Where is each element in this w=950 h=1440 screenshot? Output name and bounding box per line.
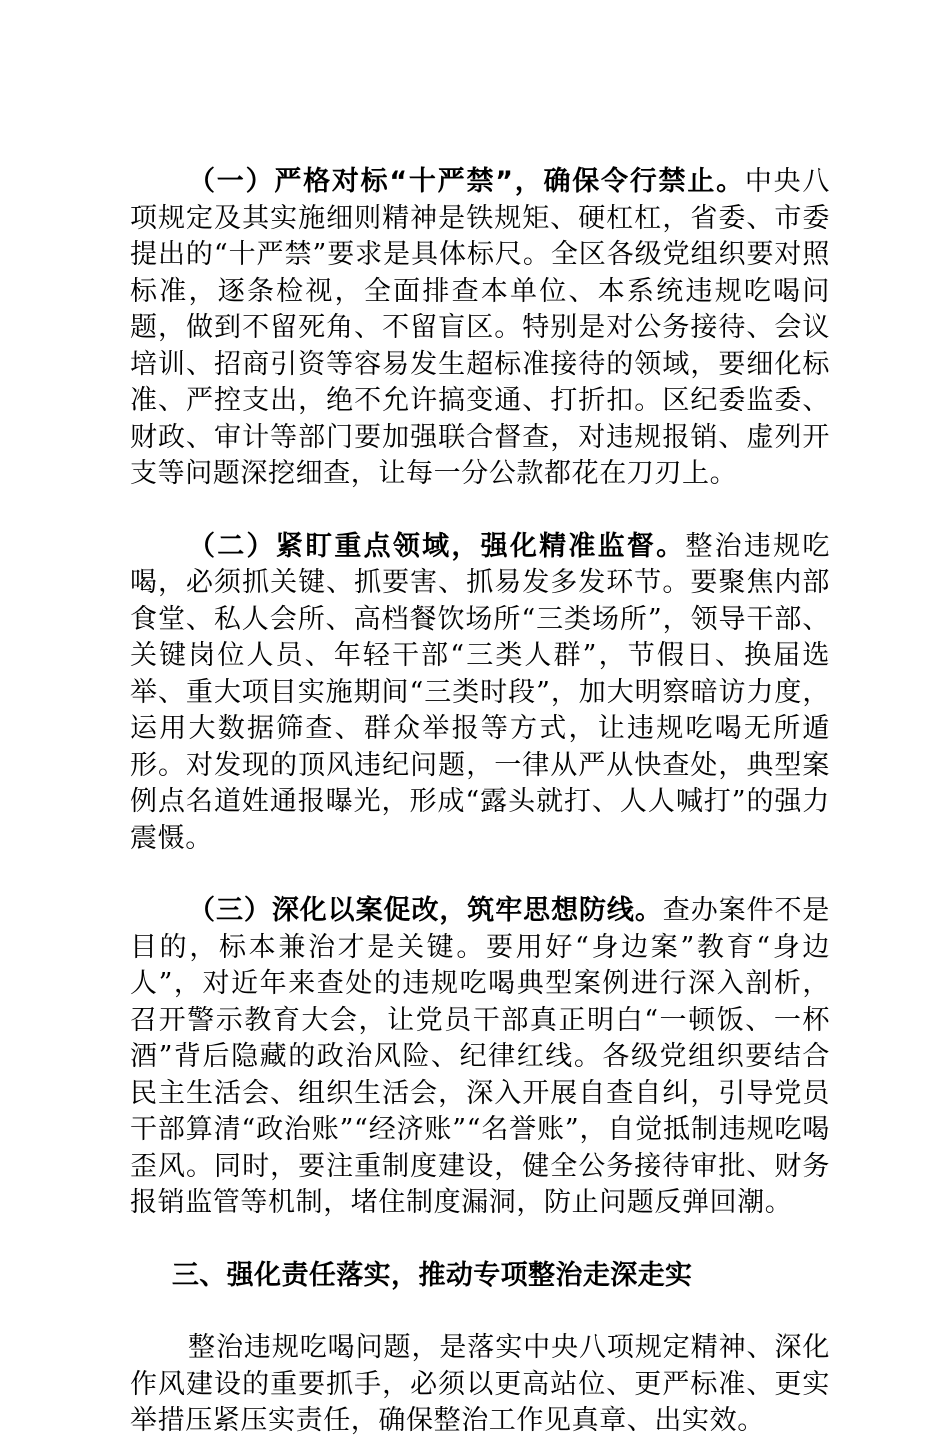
- paragraph-spacer: [130, 1294, 830, 1330]
- paragraph-spacer: [130, 1222, 830, 1258]
- section-heading: 三、强化责任落实，推动专项整治走深走实: [171, 1259, 693, 1291]
- section-paragraph-2: [130, 529, 830, 858]
- closing-paragraph: 整治违规吃喝问题，是落实中央八项规定精神、深化作风建设的重要抓手，必须以更高站位、更严标准、更实举措压紧压实责任，确保整治工作见真章、出实效。: [130, 1332, 830, 1436]
- section-paragraph-1: [130, 164, 830, 493]
- section-body-3: 查办案件不是目的，标本兼治才是关键。要用好“身边案”教育“身边人”，对近年来查处的违规吃喝典型案例进行深入剖析，召开警示教育大会，让党员干部真正明白“一顿饭、一杯酒”背后隐藏的政治风险、纪律红线。各级党组织要结合民主生活会、组织生活会，深入开展自查自纠，引导党员干部算清“政治账”“经济账”“名誉账”，自觉抵制违规吃喝歪风。同时，要注重制度建设，健全公务接待审批、财务报销监管等机制，堵住制度漏洞，防止问题反弹回潮。: [130, 895, 830, 1218]
- paragraph-spacer: [130, 857, 830, 893]
- section-lead-3: （三）深化以案促改，筑牢思想防线。: [188, 895, 663, 926]
- document-body: [130, 164, 830, 1440]
- section-paragraph-3: [130, 893, 830, 1222]
- section-body-1: 中央八项规定及其实施细则精神是铁规矩、硬杠杠，省委、市委提出的“十严禁”要求是具体标尺。全区各级党组织要对照标准，逐条检视，全面排查本单位、本系统违规吃喝问题，做到不留死角、不留盲区。特别是对公务接待、会议培训、招商引资等容易发生超标准接待的领域，要细化标准、严控支出，绝不允许搞变通、打折扣。区纪委监委、财政、审计等部门要加强联合督查，对违规报销、虚列开支等问题深挖细查，让每一分公款都花在刀刃上。: [130, 166, 830, 489]
- paragraph-spacer: [130, 493, 830, 529]
- section-lead-2: （二）紧盯重点领域，强化精准监督。: [188, 530, 686, 562]
- section-lead-1: （一）严格对标“十严禁”，确保令行禁止。: [188, 166, 745, 197]
- section-body-2: 整治违规吃喝，必须抓关键、抓要害、抓易发多发环节。要聚焦内部食堂、私人会所、高档餐饮场所“三类场所”，领导干部、关键岗位人员、年轻干部“三类人群”，节假日、换届选举、重大项目实施期间“三类时段”，加大明察暗访力度，运用大数据筛查、群众举报等方式，让违规吃喝无所遁形。对发现的顶风违纪问题，一律从严从快查处，典型案例点名道姓通报曝光，形成“露头就打、人人喊打”的强力震慑。: [130, 530, 831, 854]
